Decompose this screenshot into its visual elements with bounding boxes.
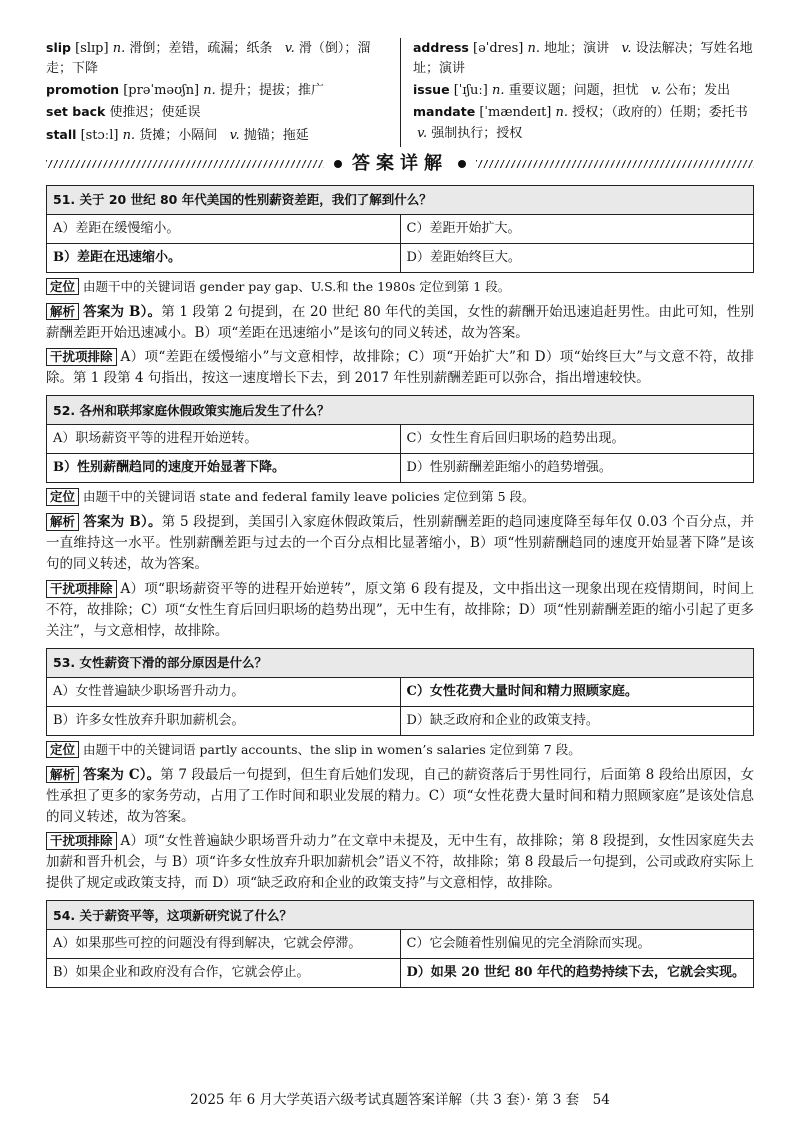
option-b-correct: B）差距在迅速缩小。 [47, 243, 401, 272]
locate-paragraph [46, 740, 754, 761]
distractor-paragraph [46, 347, 754, 389]
option-c: C）它会随着性别偏见的完全消除而实现。 [400, 930, 754, 959]
vocab-pronunciation: [ˈɪʃuː] [453, 83, 488, 99]
vocab-entry [46, 38, 390, 79]
analysis-tag: 解析 [46, 766, 79, 784]
locate-tag: 定位 [46, 488, 79, 506]
vocab-definition: 提升；提拔；推广 [219, 83, 324, 99]
question-54-table [46, 900, 754, 988]
section-title: 答案详解 [352, 152, 448, 174]
vocab-pos: v. [417, 125, 428, 141]
vocab-pos: v. [284, 41, 295, 56]
option-a: A）如果那些可控的问题没有得到解决，它就会停滞。 [47, 930, 401, 959]
vocab-word: address [413, 40, 469, 55]
answer-text: 答案为 C）。 [83, 766, 161, 783]
vocab-pos: n. [122, 127, 136, 143]
vocab-entry [413, 38, 754, 79]
vocab-word: issue [413, 82, 450, 98]
vocab-pronunciation: [stɔːl] [80, 127, 119, 143]
vocab-entry [413, 102, 754, 143]
vocab-pronunciation: [ˈmændeɪt] [479, 105, 552, 121]
question-51-table [46, 185, 754, 273]
option-b-correct: B）性别薪酬趋同的速度开始显著下降。 [47, 454, 401, 483]
locate-paragraph [46, 487, 754, 508]
analysis-paragraph [46, 302, 754, 344]
vocab-definition: 货摊；小隔间 [139, 127, 218, 143]
bullet-dot-icon [334, 160, 342, 168]
question-stem: 52. 各州和联邦家庭休假政策实施后发生了什么？ [47, 396, 754, 425]
locate-text: 由题干中的关键词语 state and federal family leave policies 定位到第 5 段。 [83, 489, 535, 505]
vocab-pos: n. [492, 83, 505, 99]
page [46, 38, 754, 992]
analysis-text: 第 1 段第 2 句提到，在 20 世纪 80 年代的美国，女性的薪酬开始迅速追赶男性。由此可知，性别薪酬差距开始迅速减小。B）项“差距在迅速缩小”是该句的同义转述，故为答案。 [46, 303, 754, 341]
analysis-paragraph [46, 765, 754, 828]
hatch-divider-left [46, 160, 324, 168]
analysis-text: 第 5 段提到，美国引入家庭休假政策后，性别薪酬差距的趋同速度降至每年仅 0.03 个百分点，并一直维持这一水平。性别薪酬差距与过去的一个百分点相比显著缩小，B）项“性别薪酬趋同的速度开始显著下降”是该句的同义转述，故为答案。 [46, 514, 754, 573]
option-c: C）差距开始扩大。 [400, 214, 754, 243]
option-d: D）差距始终巨大。 [400, 243, 754, 272]
analysis-tag: 解析 [46, 303, 79, 321]
option-a: A）差距在缓慢缩小。 [47, 214, 401, 243]
distractor-tag: 干扰项排除 [46, 580, 117, 598]
locate-tag: 定位 [46, 278, 79, 296]
vocab-word: stall [46, 126, 77, 142]
vocab-entry [46, 80, 390, 101]
vocab-pos: v. [229, 127, 240, 143]
bullet-dot-icon [458, 160, 466, 168]
vocab-word: mandate [413, 104, 476, 120]
vocab-definition: 地址；演讲 [544, 41, 610, 56]
locate-paragraph [46, 277, 754, 298]
vocab-pronunciation: [prəˈməʊʃn] [123, 83, 200, 99]
distractor-tag: 干扰项排除 [46, 348, 117, 366]
analysis-paragraph [46, 512, 754, 575]
analysis-tag: 解析 [46, 513, 79, 531]
vocab-word: set back [46, 104, 106, 120]
vocab-definition: 重要议题；问题，担忧 [508, 83, 639, 99]
vocab-pos: n. [203, 83, 216, 99]
distractor-text: A）项“差距在缓慢缩小”与文意相悖，故排除；C）项“开始扩大”和 D）项“始终巨大”与文意不符，故排除。第 1 段第 4 句指出，按这一速度增长下去，到 2017 年性别薪酬差距可以弥合，指出增速较快。 [46, 349, 754, 387]
vocab-definition: 强制执行；授权 [431, 125, 523, 141]
vocab-pos: v. [621, 41, 632, 56]
section-header [46, 151, 754, 177]
option-a: A）职场薪资平等的进程开始逆转。 [47, 425, 401, 454]
option-d-correct: D）如果 20 世纪 80 年代的趋势持续下去，它就会实现。 [400, 959, 754, 988]
option-c: C）女性生育后回归职场的趋势出现。 [400, 425, 754, 454]
question-53-table [46, 648, 754, 736]
page-footer: 2025 年 6 月大学英语六级考试真题答案详解（共 3 套）· 第 3 套 54 [190, 1092, 610, 1108]
answer-text: 答案为 B）。 [83, 514, 162, 531]
distractor-text: A）项“女性普遍缺少职场晋升动力”在文章中未提及，无中生有，故排除；第 8 段提到，女性因家庭失去加薪和晋升机会，与 B）项“许多女性放弃升职加薪机会”语义不符，故排除；第 8 段最后一句提到，公司或政府实际上提供了规定或政策支持，而 D）项“缺乏政府和企业的政策支持”与文意相悖，故排除。 [46, 833, 754, 892]
question-52-table [46, 395, 754, 483]
vocabulary-left-column [46, 38, 400, 147]
vocab-definition: 设法解决；写姓名地址；演讲 [413, 41, 753, 77]
vocab-entry [46, 102, 390, 123]
vocab-pronunciation: [slɪp] [75, 41, 109, 56]
vocab-entry [46, 125, 390, 146]
question-stem: 54. 关于薪资平等，这项新研究说了什么？ [47, 901, 754, 930]
locate-text: 由题干中的关键词语 gender pay gap、U.S.和 the 1980s 定位到第 1 段。 [83, 278, 511, 294]
option-c-correct: C）女性花费大量时间和精力照顾家庭。 [400, 677, 754, 706]
vocab-entry [413, 80, 754, 101]
vocab-pos: n. [527, 41, 540, 56]
distractor-text: A）项“职场薪资平等的进程开始逆转”，原文第 6 段有提及，文中指出这一现象出现在疫情期间，时间上不符，故排除；C）项“女性生育后回归职场的趋势出现”，无中生有，故排除；D）项“性别薪酬差距的缩小引起了更多关注”，与文意相悖，故排除。 [46, 581, 754, 639]
vocab-pos: n. [555, 105, 569, 121]
distractor-tag: 干扰项排除 [46, 832, 117, 850]
vocabulary-block [46, 38, 754, 147]
question-stem: 53. 女性薪资下滑的部分原因是什么？ [47, 648, 754, 677]
question-stem: 51. 关于 20 世纪 80 年代美国的性别薪资差距，我们了解到什么？ [47, 185, 754, 214]
option-d: D）缺乏政府和企业的政策支持。 [400, 706, 754, 735]
hatch-divider-right [476, 160, 754, 168]
vocab-definition: 抛锚；拖延 [243, 127, 309, 143]
option-b: B）许多女性放弃升职加薪机会。 [47, 706, 401, 735]
vocab-definition: 公布；发出 [665, 83, 731, 99]
distractor-paragraph [46, 579, 754, 642]
option-a: A）女性普遍缺少职场晋升动力。 [47, 677, 401, 706]
vocab-definition: 滑（倒）；溜走；下降 [46, 41, 371, 77]
locate-text: 由题干中的关键词语 partly accounts、the slip in women’s salaries 定位到第 7 段。 [83, 741, 581, 757]
option-d: D）性别薪酬差距缩小的趋势增强。 [400, 454, 754, 483]
answer-text: 答案为 B）。 [83, 303, 162, 320]
analysis-text: 第 7 段最后一句提到，但生育后她们发现，自己的薪资落后于男性同行，后面第 8 段给出原因，女性承担了更多的家务劳动，占用了工作时间和职业发展的精力。C）项“女性花费大量时间和精力照顾家庭”是该处信息的同义转述，故为答案。 [46, 766, 754, 825]
vocab-pos: v. [651, 83, 662, 99]
vocab-word: promotion [46, 82, 120, 98]
vocab-pos: n. [112, 41, 126, 56]
locate-tag: 定位 [46, 741, 79, 759]
vocab-word: slip [46, 40, 71, 55]
vocab-pronunciation: [əˈdres] [473, 41, 524, 56]
vocab-definition: 授权；（政府的）任期；委托书 [572, 105, 748, 121]
vocab-definition: 滑倒；差错，疏漏；纸条 [129, 41, 273, 56]
distractor-paragraph [46, 831, 754, 894]
option-b: B）如果企业和政府没有合作，它就会停止。 [47, 959, 401, 988]
vocab-definition: 使推迟；使延误 [109, 105, 201, 121]
vocabulary-right-column [400, 38, 754, 147]
